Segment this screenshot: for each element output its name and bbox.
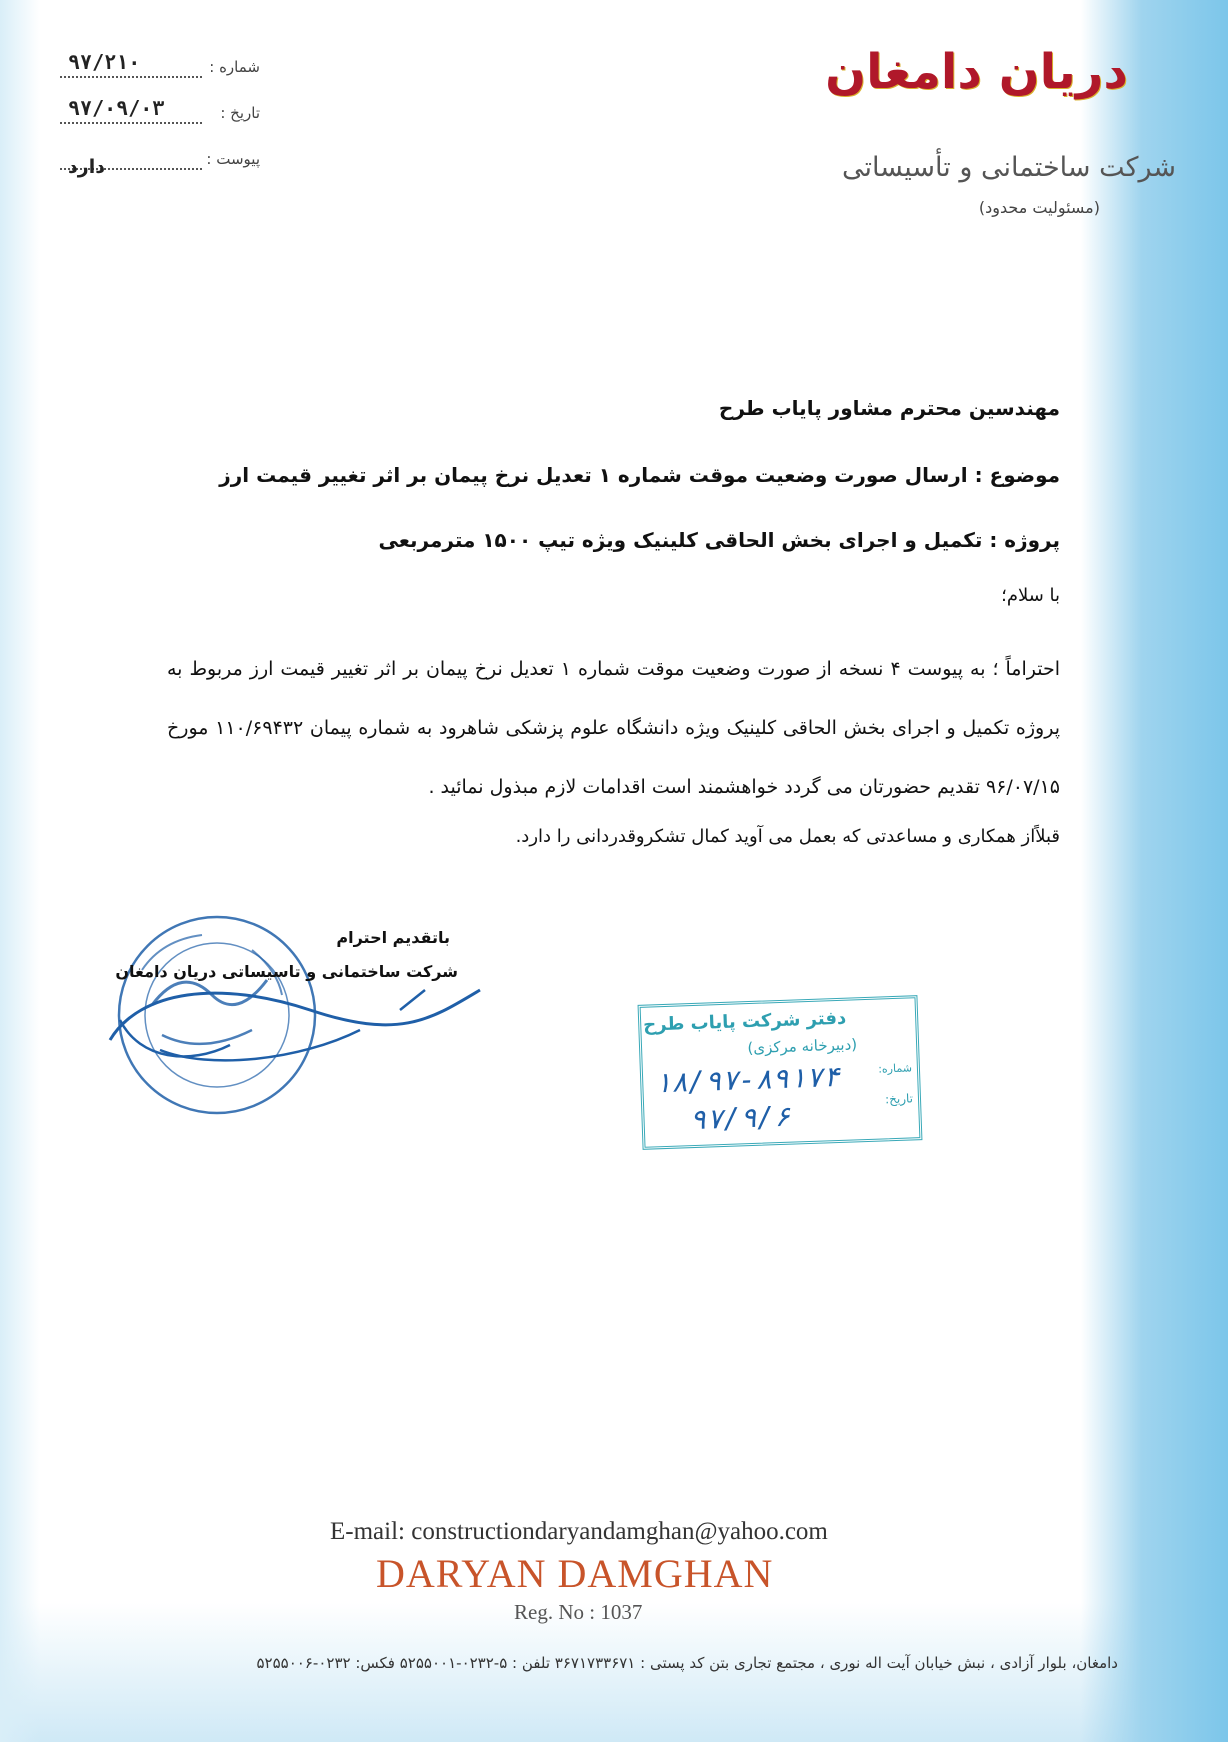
letter-attachment-value: دارد — [68, 156, 105, 178]
company-type: شرکت ساختمانی و تأسیساتی — [841, 152, 1176, 183]
letter-date-row — [60, 96, 260, 128]
company-logo-name: دریان دامغان — [825, 44, 1128, 100]
signature-regards: باتقدیم احترام — [336, 928, 450, 947]
received-stamp-dept: (دبیرخانه مرکزی) — [747, 1035, 858, 1058]
letter-date-value: ۹۷/۰۹/۰۳ — [68, 96, 165, 120]
letter-subject: موضوع : ارسال صورت وضعیت موقت شماره ۱ تعدیل نرخ پیمان بر اثر تغییر قیمت ارز — [219, 463, 1060, 487]
received-stamp-date-value: ۹۷/۹/۶ — [689, 1099, 792, 1137]
received-stamp-org: دفتر شرکت پایاب طرح — [642, 1007, 847, 1036]
letter-project: پروژه : تکمیل و اجرای بخش الحاقی کلینیک ویژه تیپ ۱۵۰۰ مترمربعی — [378, 528, 1060, 552]
letter-recipient: مهندسین محترم مشاور پایاب طرح — [718, 396, 1060, 420]
letter-number-line — [60, 76, 202, 78]
received-stamp-number-label: شماره: — [877, 1061, 913, 1076]
letter-closing: قبلاًاز همکاری و مساعدتی که بعمل می آوید کمال تشکروقدردانی را دارد. — [515, 826, 1060, 847]
company-liability: (مسئولیت محدود) — [978, 198, 1100, 217]
letter-date-line — [60, 122, 202, 124]
footer-brand: DARYAN DAMGHAN — [376, 1551, 774, 1596]
footer-registration: Reg. No : 1037 — [514, 1600, 643, 1624]
letter-number-label: شماره : — [209, 58, 260, 76]
letter-date-label: تاریخ : — [220, 104, 260, 122]
letter-attachment-row — [60, 148, 260, 178]
letter-attachment-label: پیوست : — [206, 150, 260, 168]
letter-number-value: ۹۷/۲۱۰ — [68, 50, 141, 74]
page-edge-shading — [0, 0, 40, 1742]
letter-number-row — [60, 50, 260, 82]
received-stamp — [638, 995, 923, 1150]
letter-greeting: با سلام؛ — [1001, 585, 1060, 606]
footer-address: دامغان، بلوار آزادی ، نبش خیابان آیت اله نوری ، مجتمع تجاری بتن کد پستی : ۳۶۷۱۷۳۳۶۷۱ تلفن : ۵-۰۲۳۲-۵۲۵۵۰۰۱ فکس: ۰۲۳۲-۵۲۵۵۰۰۶ — [256, 1654, 1118, 1672]
letter-body-paragraph: احتراماً ؛ به پیوست ۴ نسخه از صورت وضعیت موقت شماره ۱ تعدیل نرخ پیمان بر اثر تغییر قیمت ارز مربوط به پروژه تکمیل و اجرای بخش الحاقی کلینیک ویژه دانشگاه علوم پزشکی شاهرود به شماره پیمان ۱۱۰/۶۹۴۳۲ مورخ ۹۶/۰۷/۱۵ تقدیم حضورتان می گردد خواهشمند است اقدامات لازم مبذول نمائید . — [167, 658, 1061, 798]
received-stamp-date-label: تاریخ: — [884, 1091, 914, 1107]
footer-email: E-mail: constructiondaryandamghan@yahoo.com — [330, 1518, 828, 1545]
signature-company-line: شرکت ساختمانی و تاسیساتی دریان دامغان — [115, 962, 458, 981]
received-stamp-number-value: ۱۸/۹۷-۸۹۱۷۴ — [653, 1059, 841, 1100]
